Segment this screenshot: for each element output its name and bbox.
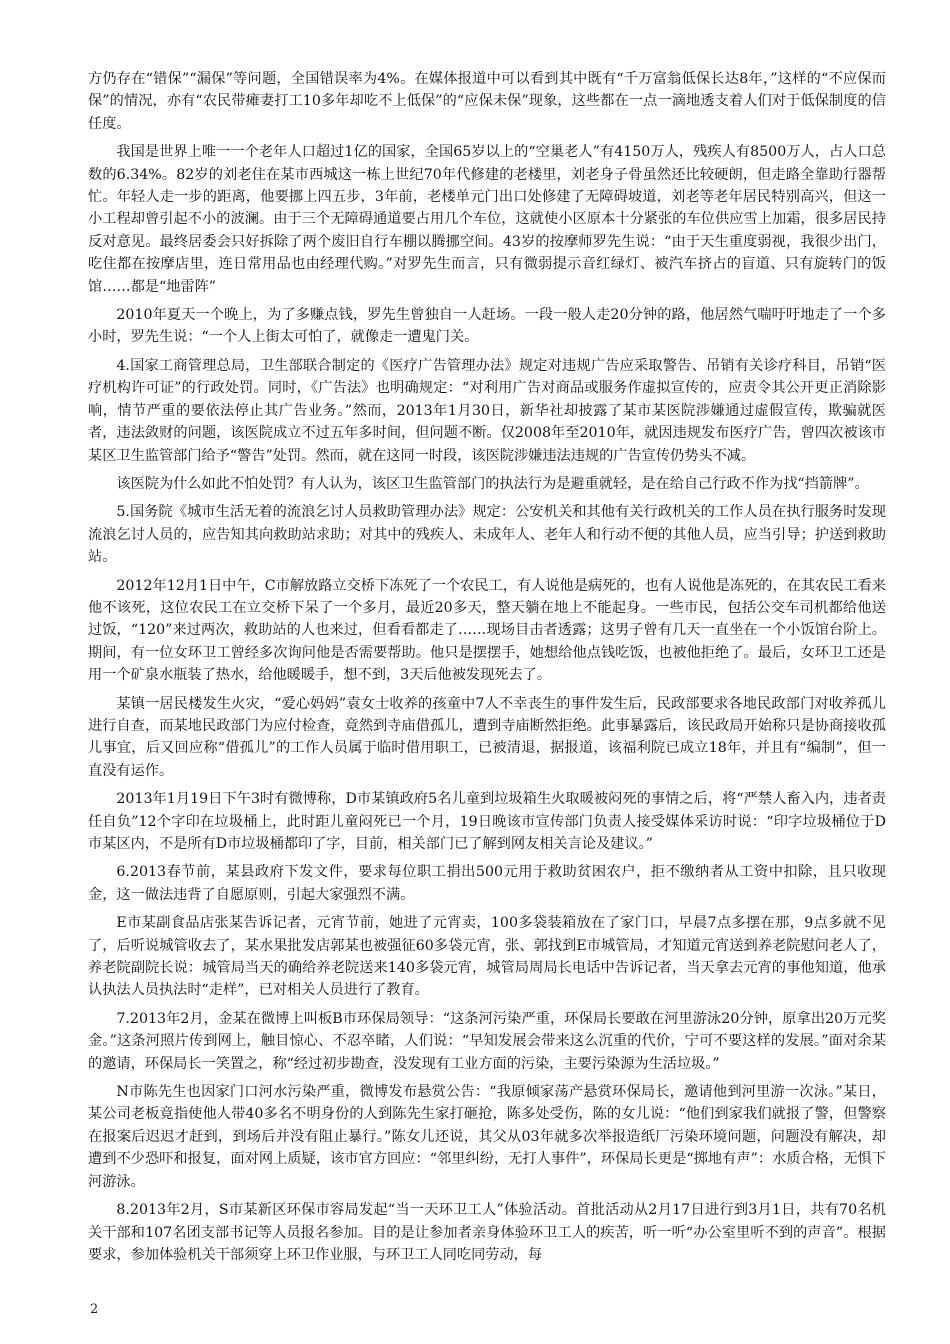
paragraph: 方仍存在“错保”“漏保”等问题，全国错误率为4%。在媒体报道中可以看到其中既有“千万富翁低保长达8年，”这样的“不应保而保”的情况，亦有“农民带瘫妻打工10多年却吃不上低保”的“应保未保”现象，这些都在一点一滴地透支着人们对于低保制度的信任度。 xyxy=(88,71,886,132)
paragraph: 7.2013年2月，金某在微博上叫板B市环保局领导：“这条河污染严重，环保局长要敢在河里游泳20分钟，原拿出20万元奖金。”这条河照片传到网上，触目惊心、不忍卒睹，人们说：“早知发展会带来这么沉重的代价，宁可不要这样的发展。”面对余某的邀请，环保局长一笑置之，称“经过初步勘查，没发现有工业方面的污染，主要污染源为生活垃圾。” xyxy=(88,1010,886,1072)
paragraph: 8.2013年2月，S市某新区环保市容局发起“当一天环卫工人”体验活动。首批活动从2月17日进行到3月1日，共有70名机关干部和107名团支部书记等人员报名参加。目的是让参加者亲身体验环卫工人的疾苦，听一听“办公室里听不到的声音”。根据要求，参加体验机关干部须穿上环卫作业服，与环卫工人同吃同劳动，每 xyxy=(88,1202,886,1263)
paragraph: 6.2013春节前，某县政府下发文件，要求每位职工捐出500元用于救助贫困农户，拒不缴纳者从工资中扣除，且只收现金，这一做法违背了自愿原则，引起大家强烈不满。 xyxy=(88,864,886,903)
page-number: 2 xyxy=(90,1302,99,1317)
paragraph: E市某副食品店张某告诉记者，元宵节前，她进了元宵卖，100多袋装箱放在了家门口，早晨7点多摆在那，9点多就不见了，后听说城管收去了，某水果批发店郭某也被强征60多袋元宵，张、郭找到E市城管局，才知道元宵送到养老院慰问老人了，养老院副院长说：城管局当天的确给养老院送来140多袋元宵，城管局周局长电话中告诉记者，当天拿去元宵的事他知道，他承认执法人员执法时“走样”，已对相关人员进行了教育。 xyxy=(88,915,886,999)
paragraph: 2010年夏天一个晚上，为了多赚点钱，罗先生曾独自一人赶场。一段一般人走20分钟的路，他居然气喘吁吁地走了一个多小时，罗先生说：“一个人上街太可怕了，就像走一遭鬼门关。 xyxy=(88,307,886,346)
paragraph: 2012年12月1日中午，C市解放路立交桥下冻死了一个农民工，有人说他是病死的，也有人说他是冻死的，在其农民工看来他不该死，这位农民工在立交桥下呆了一个多月，最近20多天，整天躺在地上不能起身。一些市民，包括公交车司机都给他送过饭，“120”来过两次，救助站的人也来过，但看看都走了……现场目击者透露；这男子曾有几天一直坐在一个小饭馆台阶上。期间，有一位女环卫工曾经多次询问他是否需要帮助。他只是摆摆手，她想给他点钱吃饭，也被他拒绝了。最后，女环卫工还是用一个矿泉水瓶装了热水，给他暖暖手，想不到，3天后他被发现死去了。 xyxy=(88,577,886,684)
paragraph: 5.国务院《城市生活无着的流浪乞讨人员救助管理办法》规定：公安机关和其他有关行政机关的工作人员在执行服务时发现流浪乞讨人员的，应告知其向救助站求助；对其中的残疾人、未成年人、老年人和行动不便的其他人员，应当引导；护送到救助站。 xyxy=(88,504,886,566)
paragraph: 该医院为什么如此不怕处罚？有人认为，该区卫生监管部门的执法行为是避重就轻，是在给自己行政不作为找“挡箭牌”。 xyxy=(116,475,869,492)
paragraph: N市陈先生也因家门口河水污染严重，微博发布悬赏公告：“我原倾家荡产悬赏环保局长，邀请他到河里游一次泳。”某日，某公司老板竟指使他人带40多名不明身份的人到陈先生家打砸抢，陈多处受伤，陈的女儿说：“他们到家我们就报了警，但警察在报案后迟迟才赶到，到场后并没有阻止暴行。”陈女儿还说，其父从03年就多次举报造纸厂污染环境问题，问题没有解决，却遭到不少恐吓和报复，面对网上质疑，该市官方回应：“邻里纠纷，无打人事件”，环保局长更是“掷地有声”：水质合格，无惧下河游泳。 xyxy=(88,1084,886,1190)
paragraph: 2013年1月19日下午3时有微博称，D市某镇政府5名儿童到垃圾箱生火取暖被闷死的事情之后，将“严禁人畜入内，违者责任自负”12个字印在垃圾桶上，此时距儿童闷死已一个月，19日晚该市宣传部门负责人接受媒体采访时说：“印字垃圾桶位于D市某区内，不是所有D市垃圾桶都印了字，目前，相关部门已了解到网友相关言论及建议。” xyxy=(88,791,886,852)
document-body xyxy=(88,68,886,1272)
paragraph: 4.国家工商管理总局，卫生部联合制定的《医疗广告管理办法》规定对违规广告应采取警告、吊销有关诊疗科目，吊销“医疗机构许可证”的行政处罚。同时，《广告法》也明确规定：“对利用广告对商品或服务作虚拟宣传的，应责令其公开更正消除影响，情节严重的要依法停止其广告业务。”然而，2013年1月30日，新华社却披露了某市某医院涉嫌通过虚假宣传，欺骗就医者，违法敛财的问题，该医院成立不过五年多时间，但问题不断。仅2008年至2010年，就因违规发布医疗广告，曾四次被该市某区卫生监管部门给予“警告”处罚。然而，就在这同一时段，该医院涉嫌违法违规的广告宣传仍势头不减。 xyxy=(88,357,886,464)
paragraph: 我国是世界上唯一一个老年人口超过1亿的国家，全国65岁以上的“空巢老人”有4150万人，残疾人有8500万人，占人口总数的6.34%。82岁的刘老住在某市西城这一栋上世纪70年代修建的老楼里，刘老身子骨虽然还比较硬朗，但走路全靠助行器帮忙。年轻人走一步的距离，他要挪上四五步，3年前，老楼单元门出口处修建了无障碍坡道，刘老等老年居民特别高兴，但这一小工程却曾引起不小的波澜。由于三个无障碍通道要占用几个车位，这就使小区原本十分紧张的车位供应雪上加霜，很多居民持反对意见。最终居委会只好拆除了两个废旧自行车棚以腾挪空间。43岁的按摩师罗先生说：“由于天生重度弱视，我很少出门，吃住都在按摩店里，连日常用品也由经理代购。”对罗先生而言，只有微弱提示音红绿灯、被汽车挤占的盲道、只有旋转门的饭馆……都是“地雷阵” xyxy=(88,144,886,295)
paragraph: 某镇一居民楼发生火灾，“爱心妈妈”袁女士收养的孩童中7人不幸丧生的事件发生后，民政部要求各地民政部门对收养孤儿进行自查，而某地民政部门为应付检查，竟然到寺庙借孤儿，遭到寺庙断然拒绝。此事暴露后，该民政局开始称只是协商接收孤儿事宜，后又回应称“借孤儿”的工作人员属于临时借用职工，已被清退，据报道，该福利院已成立18年，并且有“编制”，但一直没有运作。 xyxy=(88,695,886,779)
